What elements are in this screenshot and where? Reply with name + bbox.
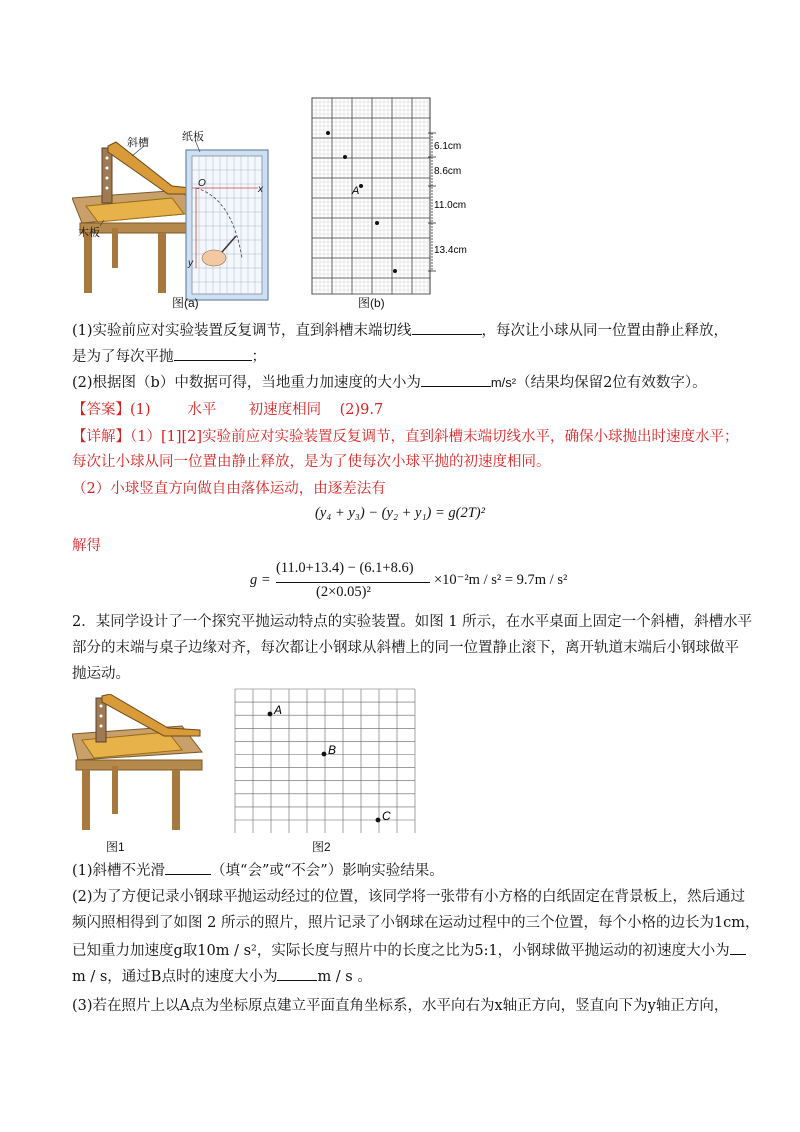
detail-line-1: 【详解】（1）[1][2]实验前应对实验装置反复调节，直到斜槽末端切线水平，确保小球抛出时速度水平； — [72, 429, 739, 445]
trace-dot-4 — [375, 221, 379, 225]
figure-a — [72, 128, 282, 308]
label-x-axis: x — [258, 184, 263, 195]
equation-lhs: g = — [250, 572, 271, 588]
detail-solve: 解得 — [72, 538, 101, 554]
q1-part1-line1: (1)实验前应对实验装置反复调节，直到斜槽末端切线 ，每次让小球从同一位置由静止释放， — [72, 320, 728, 341]
q2-blank-2[interactable] — [730, 940, 746, 955]
trace-dot-3 — [359, 184, 363, 188]
interval-label-1: 6.1cm — [434, 141, 462, 152]
caption-figure-a: 图(a) — [172, 296, 199, 310]
label-paper: 纸板 — [182, 131, 204, 143]
equation-numerator: (11.0+13.4) − (6.1+8.6) — [276, 560, 414, 576]
q1-part2-line: (2)根据图（b）中数据可得，当地重力加速度的大小为 m/s²（结果均保留2位有效数字）。 — [72, 372, 707, 393]
trace-dot-1 — [326, 131, 330, 135]
q2-part2-line1: (2)为了方便记录小钢球平抛运动经过的位置，该同学将一张带有小方格的白纸固定在背景板上，然后通过 — [72, 889, 746, 905]
label-point-a-b: A — [352, 185, 360, 197]
q2-intro-1: 2．某同学设计了一个探究平抛运动特点的实验装置。如图 1 所示，在水平桌面上固定一个斜槽，斜槽水平 — [72, 614, 753, 630]
q2-intro-2: 部分的末端与桌子边缘对齐，每次都让小钢球从斜槽上的同一位置静止滚下，离开轨道末端后小钢球做平 — [72, 640, 739, 656]
interval-label-2: 8.6cm — [434, 166, 462, 177]
q2-part3-line: (3)若在照片上以A点为坐标原点建立平面直角坐标系，水平向右为x轴正方向，竖直向下为y轴正方向， — [72, 998, 729, 1014]
trace-dot-2 — [343, 155, 347, 159]
q2-part2-line4: m / s，通过B点时的速度大小为 m / s 。 — [72, 966, 372, 987]
detail-label: 【详解】 — [72, 429, 130, 445]
q2-part1-line: (1)斜槽不光滑 （填“会”或“不会”）影响实验结果。 — [72, 860, 444, 881]
trace-dot-5 — [393, 269, 397, 273]
equation-denominator: (2×0.05)² — [316, 584, 371, 600]
point-b-dot — [322, 752, 327, 757]
q2-part2-line3: 已知重力加速度g取10m / s²，实际长度与照片中的长度之比为5:1，小钢球做平抛运动的初速度大小为 — [72, 940, 746, 961]
q2-blank-1[interactable] — [165, 860, 211, 875]
label-point-b: B — [328, 743, 337, 757]
label-y-axis: y — [188, 258, 193, 269]
interval-label-4: 13.4cm — [434, 245, 467, 256]
figure-b — [310, 96, 480, 296]
answer-line — [72, 400, 383, 420]
figure-1 — [72, 694, 222, 834]
label-board: 木板 — [78, 227, 100, 239]
caption-figure-1: 图1 — [106, 840, 125, 854]
fraction-bar — [276, 582, 430, 583]
answer-label: 【答案】 — [72, 402, 130, 418]
point-a-dot — [268, 712, 273, 717]
q1-blank-3[interactable] — [421, 372, 491, 387]
q1-blank-1[interactable] — [412, 320, 482, 335]
q2-part2-line2: 频闪照相得到了如图 2 所示的照片，照片记录了小钢球在运动过程中的三个位置，每个小格的边长为1cm， — [72, 915, 760, 931]
point-c-dot — [376, 818, 381, 823]
detail-line-3: （2）小球竖直方向做自由落体运动，由逐差法有 — [72, 481, 386, 497]
q1-part1-line2: 是为了每次平抛 ； — [72, 346, 266, 367]
equation-rhs: ×10⁻²m / s² = 9.7m / s² — [434, 572, 568, 588]
caption-figure-2: 图2 — [312, 840, 331, 854]
figure-2 — [234, 688, 418, 836]
q1-blank-2[interactable] — [174, 346, 252, 361]
label-slope: 斜槽 — [127, 137, 149, 149]
equation-gravity — [250, 560, 568, 604]
answer-text: (1) 水平 初速度相同 (2)9.7 — [130, 402, 384, 418]
detail-line-2: 每次让小球从同一位置由静止释放，是为了使每次小球平抛的初速度相同。 — [72, 454, 551, 470]
interval-label-3: 11.0cm — [434, 200, 467, 211]
caption-figure-b: 图(b) — [358, 296, 385, 310]
equation-difference: (y₄ + y₃) − (y₂ + y₁) = g(2T)² — [315, 505, 485, 521]
label-point-a: A — [274, 703, 283, 717]
label-origin: O — [198, 178, 206, 189]
q2-intro-3: 抛运动。 — [72, 666, 130, 682]
q2-blank-3[interactable] — [277, 966, 317, 981]
label-point-c: C — [382, 809, 391, 823]
